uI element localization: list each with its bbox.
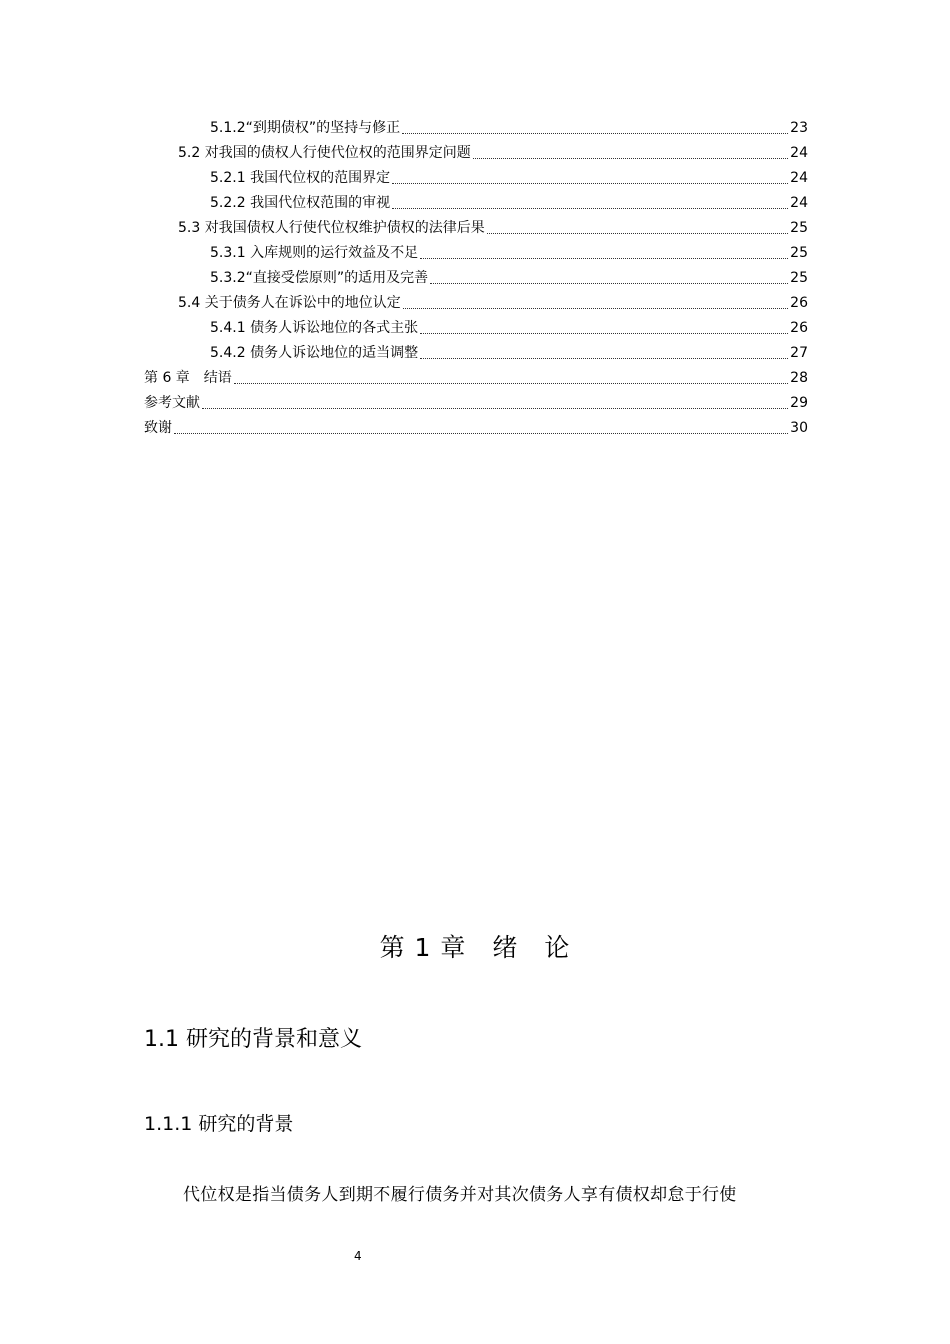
toc-entry[interactable] xyxy=(144,391,808,416)
toc-entry[interactable] xyxy=(144,216,808,241)
section-title: 1.1 研究的背景和意义 xyxy=(144,1027,362,1052)
toc-entry[interactable] xyxy=(144,416,808,441)
toc-entry-title: 5.3.2“直接受偿原则”的适用及完善 xyxy=(210,270,429,286)
toc-entry-title: 第 6 章 结语 xyxy=(144,370,232,386)
toc-entry-title: 5.1.2“到期债权”的坚持与修正 xyxy=(210,120,401,136)
page-number: 4 xyxy=(354,1249,362,1263)
toc-leader-dots xyxy=(420,258,788,259)
toc-entry-title: 5.2.1 我国代位权的范围界定 xyxy=(210,170,391,186)
toc-entry-page: 23 xyxy=(790,120,808,136)
toc-entry-title: 致谢 xyxy=(144,420,172,436)
toc-entry-title: 5.2.2 我国代位权范围的审视 xyxy=(210,195,391,211)
toc-entry-title: 5.3.1 入库规则的运行效益及不足 xyxy=(210,245,419,261)
toc-leader-dots xyxy=(392,208,788,209)
toc-entry-title: 5.3 对我国债权人行使代位权维护债权的法律后果 xyxy=(178,220,485,236)
toc-leader-dots xyxy=(392,183,788,184)
toc-entry-page: 26 xyxy=(790,320,808,336)
body-paragraph: 代位权是指当债务人到期不履行债务并对其次债务人享有债权却怠于行使 xyxy=(183,1185,737,1205)
toc-leader-dots xyxy=(202,408,788,409)
toc-entry[interactable] xyxy=(144,341,808,366)
toc-entry[interactable] xyxy=(144,241,808,266)
toc-entry[interactable] xyxy=(144,166,808,191)
toc-leader-dots xyxy=(174,433,788,434)
toc-leader-dots xyxy=(430,283,788,284)
subsection-title: 1.1.1 研究的背景 xyxy=(144,1113,294,1135)
toc-leader-dots xyxy=(473,158,788,159)
toc-entry[interactable] xyxy=(144,316,808,341)
toc-entry-page: 29 xyxy=(790,395,808,411)
toc-entry[interactable] xyxy=(144,291,808,316)
toc-leader-dots xyxy=(402,133,788,134)
toc-entry-page: 24 xyxy=(790,195,808,211)
toc-entry-title: 参考文献 xyxy=(144,395,200,411)
toc-leader-dots xyxy=(234,383,788,384)
table-of-contents xyxy=(144,116,808,441)
toc-leader-dots xyxy=(403,308,788,309)
toc-entry[interactable] xyxy=(144,141,808,166)
toc-entry[interactable] xyxy=(144,366,808,391)
toc-entry-page: 28 xyxy=(790,370,808,386)
toc-entry-page: 30 xyxy=(790,420,808,436)
toc-entry-page: 25 xyxy=(790,245,808,261)
toc-entry-title: 5.4 关于债务人在诉讼中的地位认定 xyxy=(178,295,401,311)
chapter-title: 第 1 章 绪 论 xyxy=(379,933,571,962)
toc-entry-page: 25 xyxy=(790,270,808,286)
toc-leader-dots xyxy=(420,358,788,359)
toc-entry-page: 25 xyxy=(790,220,808,236)
toc-entry-title: 5.2 对我国的债权人行使代位权的范围界定问题 xyxy=(178,145,471,161)
toc-entry[interactable] xyxy=(144,266,808,291)
toc-leader-dots xyxy=(420,333,788,334)
toc-entry[interactable] xyxy=(144,116,808,141)
toc-entry-page: 24 xyxy=(790,145,808,161)
toc-entry-title: 5.4.2 债务人诉讼地位的适当调整 xyxy=(210,345,419,361)
toc-entry-page: 24 xyxy=(790,170,808,186)
toc-entry-page: 27 xyxy=(790,345,808,361)
toc-entry[interactable] xyxy=(144,191,808,216)
toc-entry-page: 26 xyxy=(790,295,808,311)
toc-leader-dots xyxy=(487,233,788,234)
toc-entry-title: 5.4.1 债务人诉讼地位的各式主张 xyxy=(210,320,419,336)
